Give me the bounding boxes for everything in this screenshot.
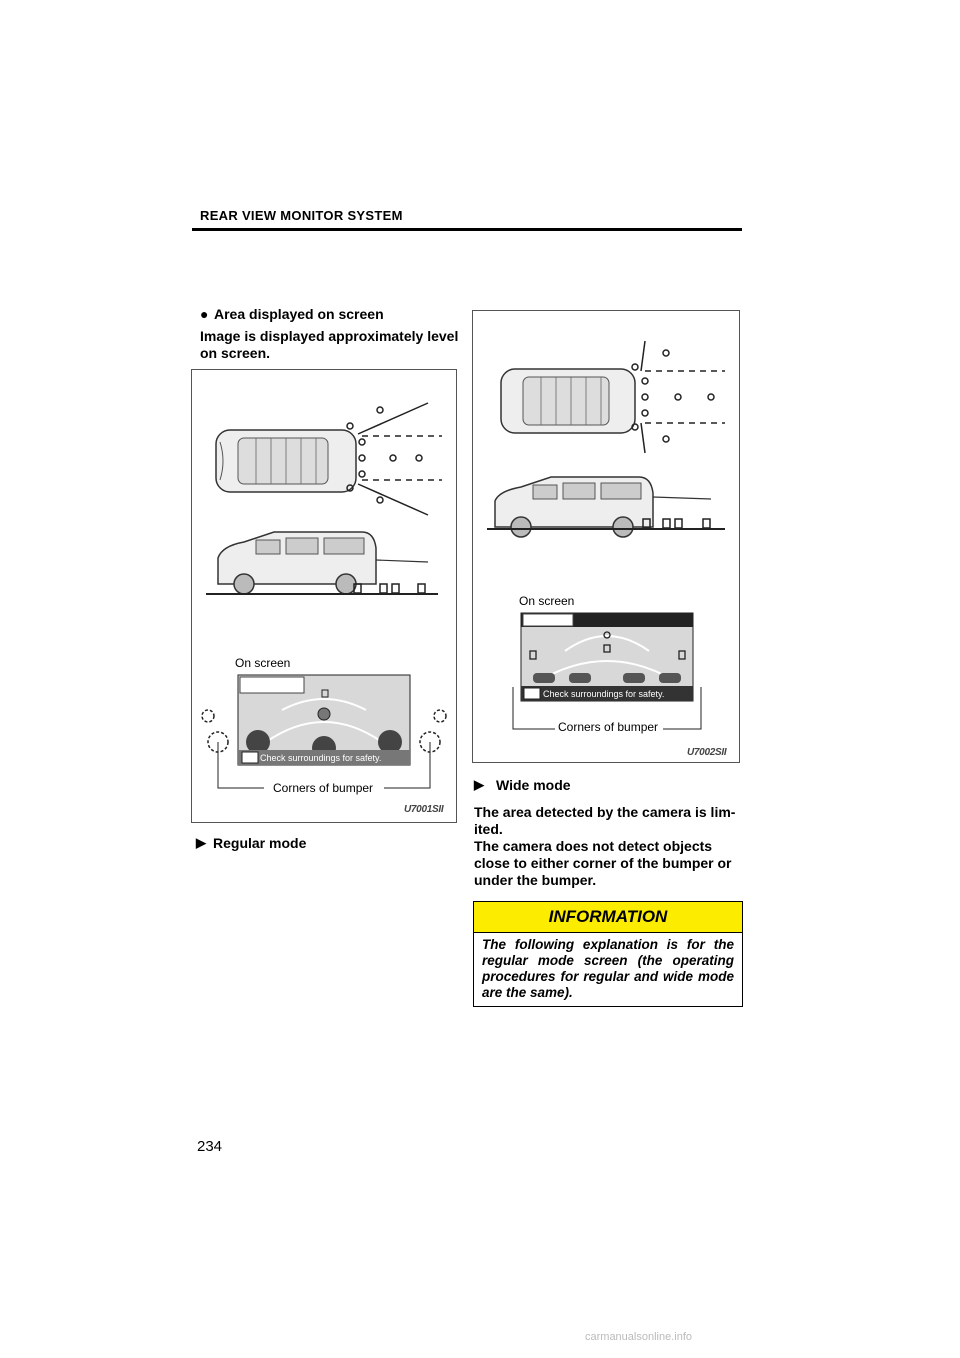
intro-line-1: Image is displayed approximately level	[200, 328, 459, 344]
information-text: The following explanation is for the regular mode screen (the operating procedures for regular and wide mode are the same).	[482, 937, 734, 1000]
watermark: carmanualsonline.info	[585, 1331, 693, 1343]
mode-marker: ▶	[196, 835, 206, 850]
corners-of-bumper-label: Corners of bumper	[555, 720, 661, 734]
regular-mode-figure	[191, 369, 457, 823]
body-line: ited.	[474, 821, 503, 837]
screen-message: Check surroundings for safety.	[260, 753, 382, 763]
wide-mode-label: Wide mode	[496, 777, 571, 793]
van-side-view	[218, 532, 376, 594]
wide-mode-figure	[472, 310, 740, 763]
screen-message: Check surroundings for safety.	[543, 689, 665, 699]
intro-line-2: on screen.	[200, 345, 271, 361]
figure-code: U7001SII	[404, 804, 444, 815]
information-title: INFORMATION	[474, 902, 742, 933]
body-line: under the bumper.	[474, 872, 597, 888]
van-top-view	[216, 430, 356, 492]
page-number: 234	[197, 1138, 223, 1155]
body-line: close to either corner of the bumper or	[474, 855, 732, 871]
regular-mode-label: Regular mode	[213, 835, 307, 851]
bullet: ●	[200, 306, 209, 322]
corners-of-bumper-label: Corners of bumper	[270, 781, 376, 795]
van-top-view	[501, 369, 635, 433]
information-box	[473, 901, 743, 1007]
section-title: REAR VIEW MONITOR SYSTEM	[200, 208, 403, 223]
figure-code: U7002SII	[687, 747, 727, 758]
on-screen-label: On screen	[235, 656, 291, 670]
header-rule	[192, 228, 742, 231]
body-line: The area detected by the camera is lim-	[474, 804, 736, 820]
section-heading: Area displayed on screen	[214, 306, 384, 322]
on-screen-label: On screen	[519, 594, 575, 608]
camera-limit-text	[474, 804, 742, 889]
mode-marker: ▶	[474, 777, 484, 792]
body-line: The camera does not detect objects	[474, 838, 713, 854]
